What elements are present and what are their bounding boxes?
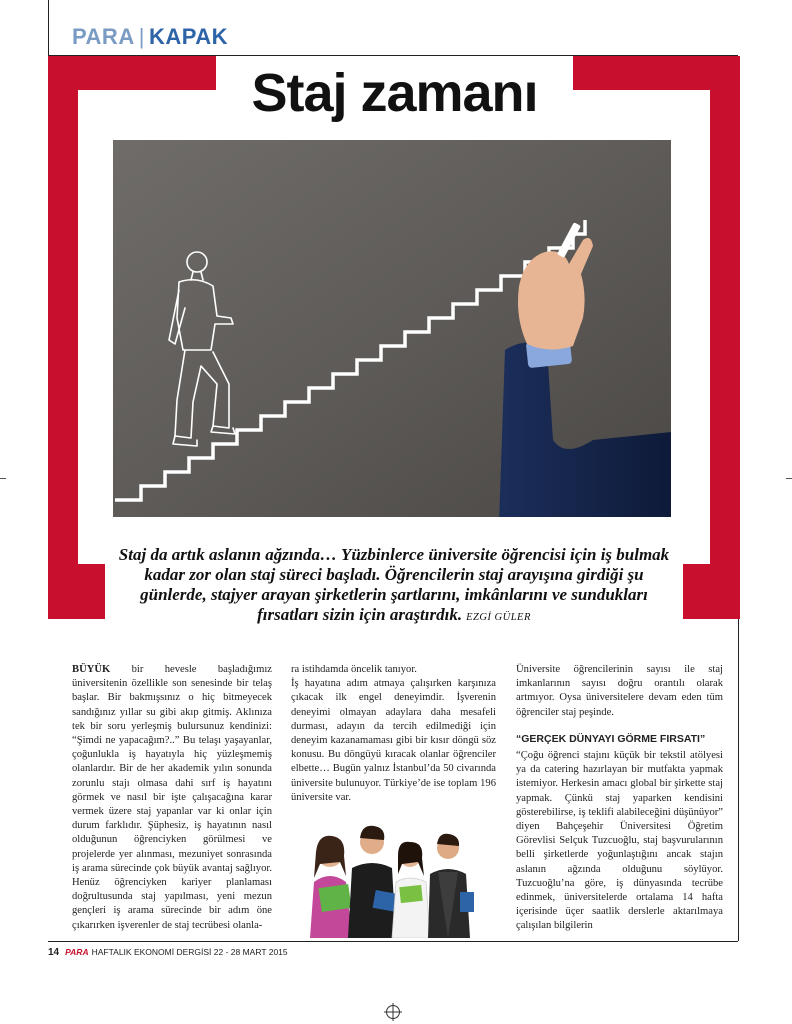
section-kapak: KAPAK [148,24,229,49]
column3-paragraph-1: Üniversite öğrencilerinin sayısı ile staj imkanlarının sayısı doğru orantılı olarak artmıyor. Oysa üniversitelere devam eden tüm öğrenciler staj peşinde. [516,664,723,718]
article-column-1 [72,663,272,933]
crop-mark-left [0,478,6,479]
column2-paragraph-1: ra istihdamda öncelik tanıyor. [291,664,417,675]
red-frame-top-right [573,56,740,90]
dropcap-word: BÜYÜK [72,664,111,675]
column1-text: bir hevesle başladığımız üniversitenin özellikle son senesinde bir telaş başlar. Bir bakmışsınız o hiç bitmeyecek sandığınız yıllar su gibi akıp gitmiş. Aklınıza tek bir soru yerleşmiş bulursunuz kendinizi: “Şimdi ne yapacağım?..” Bu telaşı yaşayanlar, çoğunlukla iş hayatıyla hiç yüzleşmemiş olanlardır. Bir de her akademik yılın sonunda zorunlu stajı olmasa dahi sırf iş hayatını görmek ve nasıl bir işte çalışacağına karar vermek üzere staj yapanlar var ki onlar için durum farklıdır. Şüphesiz, iş hayatının nasıl olduğunun öğrenciyken görülmesi ve projelerde yer alınması, mezuniyet sonrasında iş arama sürecinde çok büyük avantaj sağlıyor. Henüz öğrenciyken kariyer planlaması doğrultusunda staj yapılması, yeni mezun gençleri iş arama sürecinde bir adım öne çıkarırken işverenler de staj tecrübesi olanla- [72,664,272,931]
publication-info: HAFTALIK EKONOMİ DERGİSİ 22 - 28 MART 2015 [91,947,288,957]
page-footer [48,947,288,958]
section-label [72,24,228,50]
lead-paragraph [112,545,676,628]
red-frame-bottom-left [48,564,105,619]
byline: EZGİ GÜLER [466,612,531,623]
hero-illustration [113,140,671,517]
article-column-3 [516,663,723,934]
section-separator: | [138,24,145,49]
column2-paragraph-2: İş hayatına adım atmaya çalışırken karşınıza çıkacak ilk engel deneyimdir. İşverenin deneyimi olmayan adaylara daha mesafeli durması, adayın da tercih edilmediği için deneyim kazanamaması gibi bir kısır döngü söz konusu. Bu döngüyü kıracak olanlar öğrenciler elbette… Bugün yalnız İstanbul’da 50 civarında üniversite bulunuyor. Türkiye’de ise toplam 196 üniversite var. [291,678,496,803]
red-frame-top-left [48,56,216,90]
column-right-rule [738,619,739,941]
crop-mark-right [786,478,792,479]
red-frame-right [710,56,740,619]
column3-paragraph-2: “Çoğu öğrenci stajını küçük bir tekstil atölyesi ya da catering hazırlayan bir mutfakta yapmak istemiyor. Herkesin amacı global bir şirkette staj yapmak. Çünkü staj yaparken kendisini gösterebilirse, iş teklifi alabileceğini düşünüyor” diyen Bahçeşehir Üniversitesi Öğretim Görevlisi Selçuk Tuzcuoğlu, staj başvurularının belli şirketlerde yoğunlaştığını ancak stajın aslanın ağzında olduğunu söylüyor. Tuzcuoğlu’na göre, iş dünyasında tecrübe edinmek, üniversitelerde ortalama 14 hafta içerisinde üçer saatlik derslerle aktarılmaya çalışılan bilgilerin [516,750,723,932]
footer-brand: PARA [65,947,89,957]
page-number: 14 [48,947,60,958]
article-column-2 [291,663,496,805]
subheading: “GERÇEK DÜNYAYI GÖRME FIRSATI” [516,732,706,745]
students-photo [300,812,478,938]
red-frame-left [48,56,78,619]
registration-mark-icon [384,1003,402,1021]
footer-rule [48,941,738,942]
red-frame-bottom-right [683,564,740,619]
crop-line-top-left [48,0,49,56]
lead-text: Staj da artık aslanın ağzında… Yüzbinlerce üniversite öğrencisi için iş bulmak kadar zor olan staj süreci başladı. Öğrencilerin staj arayışına girdiği şu günlerde, stajyer arayan şirketlerin şartlarını, imkânlarını ve sundukları fırsatları sizin için araştırdık. [118,545,670,624]
headline: Staj zamanı [251,63,538,123]
section-para: PARA [72,24,135,49]
